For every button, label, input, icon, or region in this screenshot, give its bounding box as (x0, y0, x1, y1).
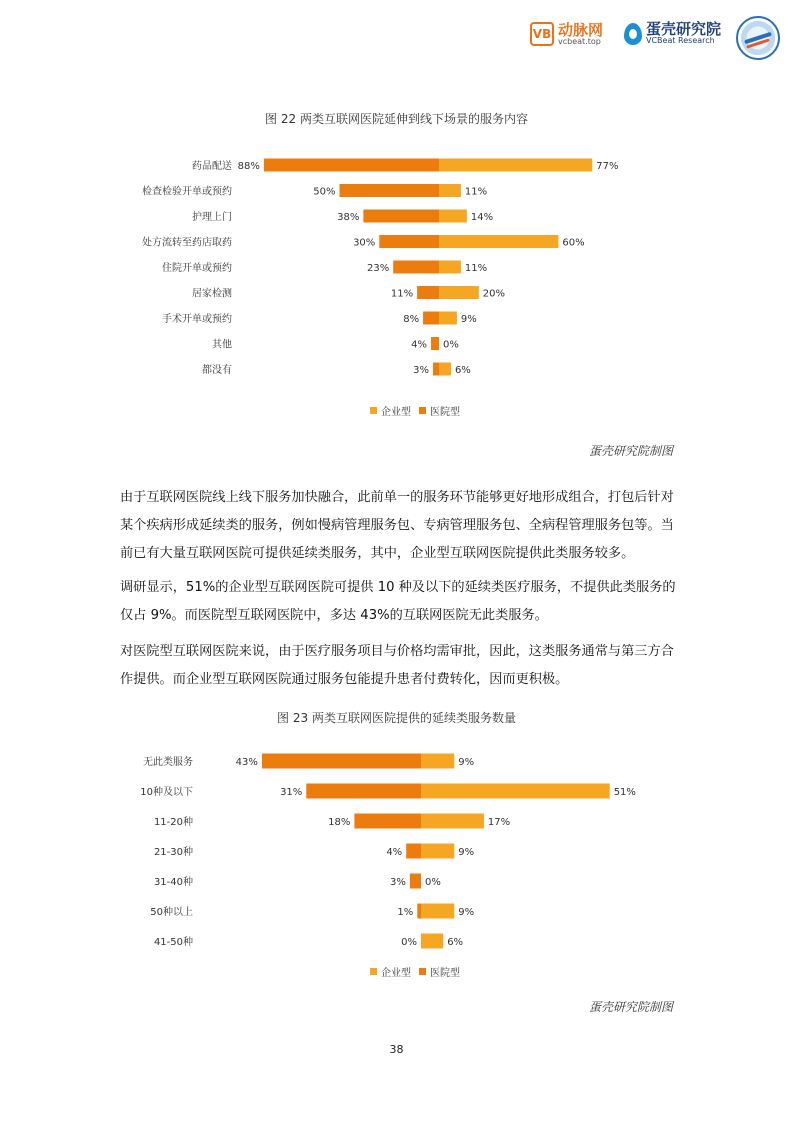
category-label: 护理上门 (192, 212, 232, 223)
data-label-hospital: 3% (413, 365, 430, 376)
data-label-enterprise: 0% (443, 339, 459, 351)
figure22-title: 图 22 两类互联网医院延伸到线下场景的服务内容 (265, 112, 528, 126)
data-label-enterprise: 17% (487, 817, 511, 828)
category-label: 41-50种 (153, 937, 193, 948)
data-label-hospital: 8% (403, 314, 420, 325)
category-label: 处方流转至药店取药 (142, 237, 232, 249)
data-label-enterprise: 9% (458, 757, 475, 768)
figure23-source: 蛋壳研究院制图 (588, 1000, 673, 1014)
category-label: 检查检验开单或预约 (142, 186, 232, 198)
category-label: 居家检测 (192, 288, 232, 300)
paragraph-1: 由于互联网医院线上线下服务加快融合，此前单一的服务环节能够更好地形成组合，打包后针对某个疾病形成延续类的服务，例如慢病管理服务包、专病管理服务包、全病程管理服务包等。当前已有大量互联网医院可提供延续类服务，其中，企业型互联网医院提供此类服务较多。 (120, 490, 674, 561)
legend-swatch-hospital (419, 968, 426, 975)
data-label-hospital: 43% (235, 757, 258, 768)
vb-logo-icon: VB (530, 22, 554, 46)
data-label-hospital: 23% (366, 263, 390, 274)
data-label-enterprise: 60% (562, 237, 585, 249)
paragraph-2: 调研显示，51%的企业型互联网医院可提供 10 种及以下的延续类医疗服务，不提供此类服务的仅占 9%。而医院型互联网医院中，多达 43%的互联网医院无此类服务。 (120, 580, 676, 623)
bar-enterprise (421, 814, 484, 829)
data-label-hospital: 11% (390, 288, 414, 300)
data-label-hospital: 18% (328, 817, 351, 828)
page-number: 38 (389, 1043, 404, 1056)
paragraph-3: 对医院型互联网医院来说，由于医疗服务项目与价格均需审批，因此，这类服务通常与第三方合作提供。而企业型互联网医院通过服务包能提升患者付费转化，因而更积极。 (120, 644, 674, 687)
data-label-enterprise: 9% (458, 907, 475, 918)
logo2-en-name: VCBeat Research (646, 36, 715, 45)
data-label-hospital: 3% (390, 877, 406, 888)
category-label: 住院开单或预约 (162, 263, 232, 274)
bar-enterprise (421, 904, 454, 919)
category-label: 手术开单或预约 (162, 314, 232, 325)
data-label-enterprise: 11% (464, 263, 488, 274)
data-label-enterprise: 6% (454, 365, 471, 376)
data-label-hospital: 1% (397, 907, 414, 918)
category-label: 31-40种 (153, 877, 193, 888)
data-label-hospital: 50% (313, 186, 336, 198)
data-label-enterprise: 0% (425, 877, 441, 888)
data-label-hospital: 4% (386, 847, 403, 858)
bar-hospital (262, 754, 421, 769)
figure23-legend (370, 964, 460, 979)
data-label-enterprise: 9% (458, 847, 475, 858)
legend-label-hospital: 医院型 (430, 407, 460, 418)
bar-hospital (306, 784, 421, 799)
bar-hospital (410, 874, 421, 889)
figure22-source: 蛋壳研究院制图 (588, 444, 673, 458)
bar-hospital (417, 904, 421, 919)
category-label: 其他 (212, 339, 232, 351)
category-label: 无此类服务 (143, 757, 193, 768)
logo2-name: 蛋壳研究院 (646, 20, 722, 38)
data-label-hospital: 30% (353, 237, 376, 249)
legend-swatch-enterprise (370, 968, 377, 975)
legend-label-enterprise: 企业型 (381, 968, 411, 979)
data-label-hospital: 0% (401, 937, 417, 948)
legend-label-enterprise: 企业型 (381, 407, 411, 418)
category-label: 50种以上 (150, 907, 193, 918)
category-label: 药品配送 (192, 161, 232, 172)
category-label: 21-30种 (153, 847, 193, 858)
data-label-enterprise: 11% (464, 186, 488, 198)
data-label-hospital: 4% (411, 339, 428, 351)
figure23-title: 图 23 两类互联网医院提供的延续类服务数量 (277, 711, 516, 725)
data-label-hospital: 88% (237, 161, 260, 172)
category-label: 11-20种 (153, 817, 193, 828)
bar-hospital (354, 814, 421, 829)
bar-hospital (406, 844, 421, 859)
data-label-hospital: 38% (337, 212, 360, 223)
category-label: 10种及以下 (140, 787, 193, 798)
data-label-enterprise: 9% (460, 314, 477, 325)
logo1-url: vcbeat.top (558, 36, 601, 46)
bar-enterprise (421, 934, 443, 949)
logo1-name: 动脉网 (558, 20, 604, 39)
data-label-enterprise: 20% (482, 288, 506, 300)
data-label-enterprise: 14% (470, 212, 494, 223)
data-label-enterprise: 6% (447, 937, 464, 948)
data-label-enterprise: 51% (613, 787, 636, 798)
data-label-enterprise: 77% (596, 161, 619, 172)
legend-label-hospital: 医院型 (430, 968, 460, 979)
bar-enterprise (421, 784, 610, 799)
category-label: 都没有 (202, 365, 232, 376)
data-label-hospital: 31% (280, 787, 303, 798)
bar-enterprise (421, 754, 454, 769)
bar-enterprise (421, 844, 454, 859)
